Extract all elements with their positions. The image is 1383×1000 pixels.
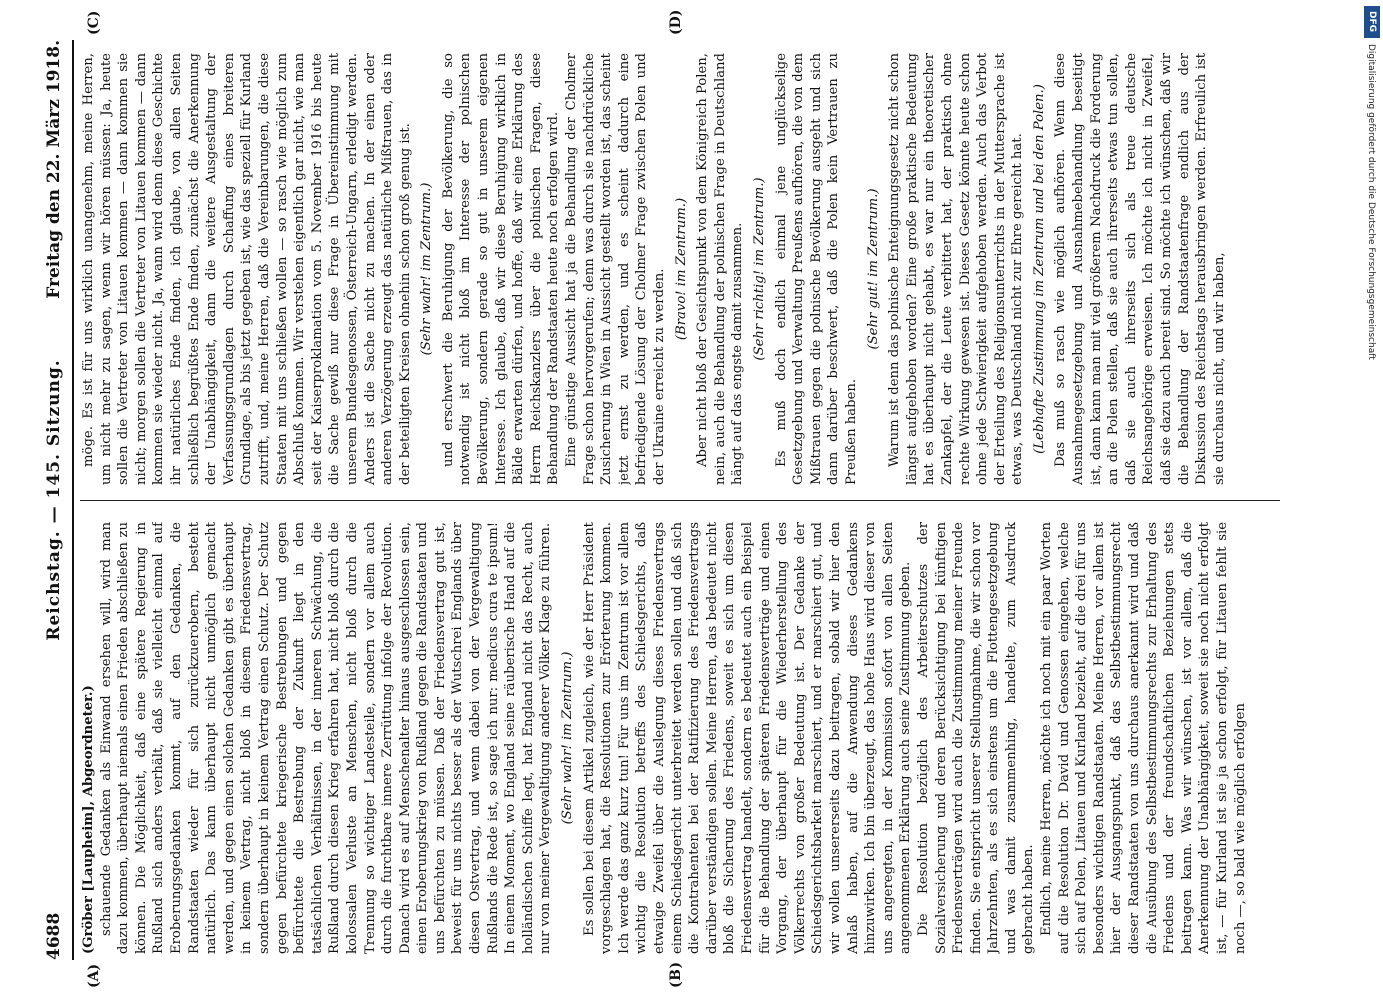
left-column bbox=[80, 522, 1300, 954]
paragraph: Die Resolution bezüglich des Arbeiterschutzes der Sozialversicherung und deren Berücksichtigung bei künftigen Friedensverträgen wird auch die Zustimmung meiner Freunde finden. Sie entspricht unserer Stellungnahme, die wir schon vor Jahrzehnten, als es sich einstens um die Flottengesetzgebung und was damit zusammenhing, handelte, zum Ausdruck gebracht haben. bbox=[915, 522, 1037, 954]
paragraph: Aber nicht bloß der Gesichtspunkt von dem Königreich Polen, nein, auch die Behandlung der polnischen Frage in Deutschland hängt auf das engste damit zusammen. bbox=[695, 53, 746, 485]
page-header bbox=[38, 40, 68, 960]
paragraph: schauende Gedanken als Einwand ersehen will, wird man dazu kommen, überhaupt niemals einen Frieden abschließen zu können. Die Möglichkeit, daß eine spätere Regierung in Rußland sich anders verhält, daß sie vielleicht einmal auf Eroberungsgedanken kommt, auf den Gedanken, die Randstaaten wieder für sich zurückzuerobern, besteht natürlich. Das kann überhaupt nicht unmöglich gemacht werden, und gegen einen solchen Gedanken gibt es überhaupt in keinem Vertrag, nicht bloß in diesem Friedensvertrag, sondern überhaupt in keinem Vertrag einen Schutz. Der Schutz gegen befürchtete kriegerische Bestrebungen und gegen befürchtete die Bestrebung der Zukunft liegt in den tatsächlichen Verhältnissen, in der inneren Schwächung, die Rußland durch diesen Krieg erfahren hat, nicht bloß durch die kolossalen Verluste an Menschen, nicht bloß durch die Trennung so wichtiger Landesteile, sondern vor allem auch durch die furchtbare innere Zerrüttung infolge der Revolution. Danach wird es auf Menschenalter hinaus ausgeschlossen sein, einen Eroberungskrieg von Rußland gegen die Randstaaten und uns befürchten zu müssen. Daß der Friedensvertrag gut ist, beweist für uns nichts besser als der Wutschrei Englands über diesen Ostvertrag, und wenn dabei von der Vergewaltigung Rußlands die Rede ist, so sage ich nur: medicus cura te ipsum! In einem Moment, wo England seine räuberische Hand auf die holländischen Schiffe legt, hat England nicht das Recht, auch nur von meiner Vergewaltigung anderer Völker Klage zu führen. bbox=[98, 522, 554, 954]
interjection: (Sehr wahr! im Zentrum.) bbox=[419, 182, 435, 356]
speaker-line: (Gröber [Laupheim], Abgeordneter.) bbox=[81, 685, 96, 954]
interjection: (Lebhafte Zustimmung im Zentrum und bei den Polen.) bbox=[1031, 84, 1047, 454]
paragraph: Es muß doch endlich einmal jene unglückselige Gesetzgebung und Verwaltung Preußens aufhören, die von dem Mißtrauen gegen die polnische Bevölkerung ausgeht und sich dann darüber beschwert, daß die Polen kein Vertrauen zu Preußen haben. bbox=[773, 53, 859, 485]
page-number: 4688 bbox=[44, 912, 64, 960]
dfg-logo: DFG bbox=[1364, 6, 1380, 38]
interjection: (Sehr wahr! im Zentrum.) bbox=[560, 651, 576, 825]
rotated-page bbox=[28, 0, 1333, 1000]
paragraph: und erschwert die Beruhigung der Bevölkerung, die so notwendig ist nicht bloß im Interesse der polnischen Bevölkerung, sondern gerade so gut in unserem eigenen Interesse. Ich glaube, daß wir diese Beruhigung wirklich in Bälde erwarten dürfen, und hoffe, daß wir eine Erklärung des Herrn Reichskanzlers über die polnischen Fragen, diese Behandlung der Randstaaten heute noch erfolgen wird. bbox=[440, 53, 562, 485]
paragraph: Endlich, meine Herren, möchte ich noch mit ein paar Worten auf die Resolution Dr. David und Genossen eingehen, welche sich auf Polen, Litauen und Kurland bezieht, auf die drei für uns besonders wichtigen Randstaaten. Meine Herren, vor allem ist hier der Ausgangspunkt, daß das Selbstbestimmungsrecht dieser Randstaaten von uns durchaus anerkannt wird und daß die Ausübung des Selbstbestimmungsrechts zur Erhaltung des Friedens und der freundschaftlichen Beziehungen stets beitragen kann. Was wir wünschen, ist vor allem, daß die Anerkennung der Unabhängigkeit, soweit sie noch nicht erfolgt ist, — für Kurland ist sie ja schon erfolgt, für Litauen fehlt sie noch —, so bald wie möglich erfolgen bbox=[1039, 522, 1248, 954]
digitization-credit: Digitalisierung gefördert durch die Deutsche Forschungsgemeinschaft bbox=[1366, 44, 1376, 360]
margin-marker-c: (C) bbox=[86, 10, 102, 35]
digitization-note bbox=[1362, 0, 1383, 1000]
right-column bbox=[80, 53, 1300, 485]
header-date: Freitag den 22. März 1918. bbox=[44, 40, 64, 299]
paragraph: Warum ist denn das polnische Enteignungsgesetz nicht schon längst aufgehoben worden? Eine große praktische Bedeutung hat es überhaupt nicht gehabt, es war nur ein theoretischer Zankapfel, der die Leute verbittert hat, der praktisch ohne rechte Wirkung gewesen ist. Dieses Gesetz könnte heute schon ohne jede Schwierigkeit aufgehoben werden. Auch das Verbot der Erteilung des Religionsunterrichts in der Muttersprache ist etwas, was Deutschland nicht zur Ehre gereicht hat. bbox=[887, 53, 1026, 485]
header-title: Reichstag. — 145. Sitzung. bbox=[44, 359, 64, 641]
column-divider bbox=[80, 500, 1280, 501]
paragraph: Das muß so rasch wie möglich aufhören. Wenn diese Ausnahmegesetzgebung und Ausnahmebehandlung beseitigt ist, dann kann man mit viel größerem Nachdruck die Forderung an die Polen stellen, daß sie auch ihrerseits etwas tun sollen, daß sie auch ihrerseits sich als treue deutsche Reichsangehörige erweisen. Ich möchte ich nicht in Zweifel, daß sie dazu auch bereit sind. So möchte ich wünschen, daß wir die Behandlung der Randstaatenfrage endlich aus der Diskussion des Reichstags herausbringen werden. Erfreulich ist sie durchaus nicht, und wir haben, bbox=[1053, 53, 1227, 485]
paragraph: Es sollen bei diesem Artikel zugleich, wie der Herr Präsident vorgeschlagen hat, die Resolutionen zur Erörterung kommen. Ich werde das ganz kurz tun! Für uns im Zentrum ist vor allem wichtig die Resolution betreffs des Schiedsgerichts, daß etwaige Zweifel über die Auslegung dieses Friedensvertrags einem Schiedsgericht unterbreitet werden sollen und daß sich die Kontrahenten bei der Ratifizierung des Friedensvertrags darüber verständigen sollen. Meine Herren, das bedeutet nicht bloß die Sicherung des Friedens, soweit es sich um diesen Friedensvertrag handelt, sondern es bedeutet auch ein Beispiel für die Behandlung der späteren Friedensverträge und einen Vorgang, der überhaupt für die Wiederherstellung des Völkerrechts von großer Bedeutung ist. Der Gedanke der Schiedsgerichtsbarkeit marschiert, und er marschiert gut, und wir wollen unsererseits dazu beitragen, sobald wir hier den Anlaß haben, auf die Anwendung dieses Gedankens hinzuwirken. Ich bin überzeugt, das hohe Haus wird dieser von uns angeregten, in der Kommission sofort von allen Seiten angenommenen Erklärung auch seine Zustimmung geben. bbox=[581, 522, 914, 954]
margin-marker-a: (A) bbox=[86, 963, 102, 988]
margin-marker-d: (D) bbox=[668, 9, 684, 35]
margin-marker-b: (B) bbox=[668, 961, 684, 988]
header-rule bbox=[72, 40, 74, 960]
paragraph: möge. Es ist für uns wirklich unangenehm, meine Herren, um nicht mehr zu sagen, wenn wir hören müssen: Ja, heute sollen die Vertreter von Litauen kommen — dann kommen sie nicht; morgen sollen die Vertreter von Litauen kommen — dann kommen sie wieder nicht. Ja, wann wird denn diese Geschichte ihr natürliches Ende finden, ich glaube, von allen Seiten schließlich begrüßtes Ende finden, zunächst die Anerkennung der Unabhängigkeit, dann die weitere Ausgestaltung der Verfassungsgrundlagen durch Schaffung eines breiteren Grundlage, als bis jetzt gegeben ist, wie das speziell für Kurland zutrifft, und, meine Herren, daß die Vereinbarungen, die diese Staaten mit uns schließen wollen — so rasch wie möglich zum Abschluß kommen. Wir verstehen eigentlich gar nicht, wie man seit der Kaiserproklamation vom 5. November 1916 bis heute die Sache gewiß nur diese Frage in Übereinstimmung mit unserem Bundesgenossen, Österreich-Ungarn, erledigt werden. Anders ist die Sache nicht zu machen. In der einen oder anderen Verzögerung erzeugt das natürliche Mißtrauen, das in der beteiligten Kreisen ohnehin schon groß genug ist. bbox=[81, 53, 413, 485]
interjection: (Bravo! im Zentrum.) bbox=[673, 197, 689, 341]
paragraph: Eine günstige Aussicht hat ja die Behandlung der Cholmer Frage schon hervorgerufen; denn was durch sie nachdrückliche Zusicherung in Wien in Aussicht gestellt worden ist, das scheint jetzt ernst zu werden, und es scheint dadurch eine befriedigende Lösung der Cholmer Frage zwischen Polen und der Ukraine erreicht zu werden. bbox=[564, 53, 667, 485]
interjection: (Sehr gut! im Zentrum.) bbox=[865, 188, 881, 350]
interjection: (Sehr richtig! im Zentrum.) bbox=[751, 177, 767, 361]
